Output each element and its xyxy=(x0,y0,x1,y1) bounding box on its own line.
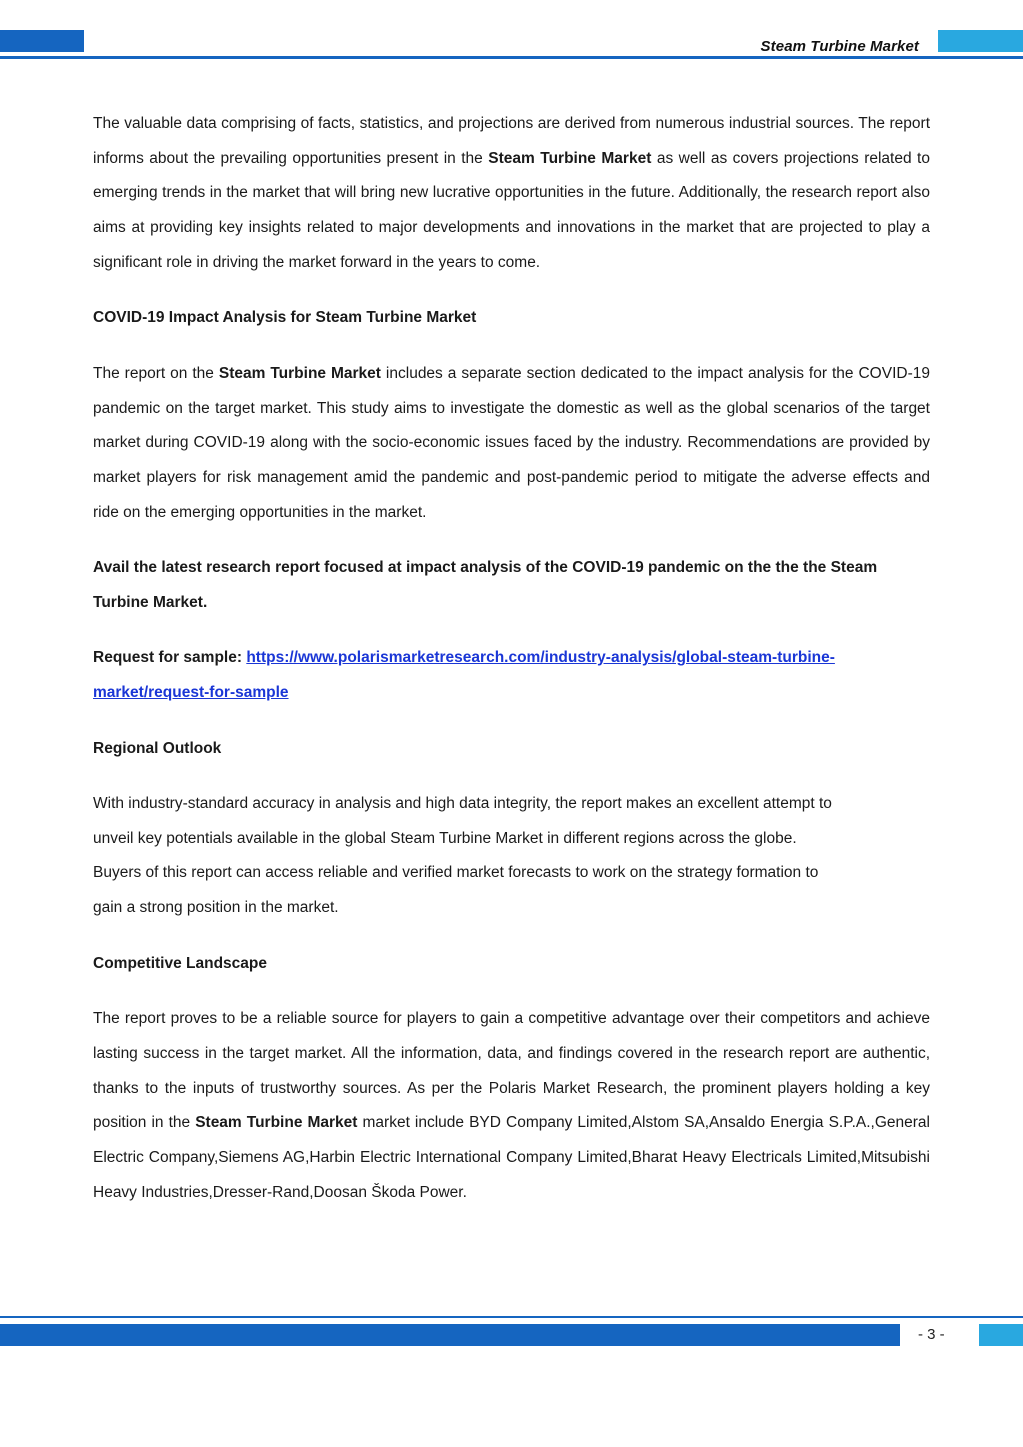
competitive-text-2: market include BYD Company Limited,Alstom SA,Ansaldo Energia S.P.A.,General Electric Company,Siemens AG,Harbin Electric International Company Limited,Bharat Heavy Electricals Limited,Mitsubishi Heavy Industries,Dresser-Rand,Doosan Škoda Power. xyxy=(93,1114,930,1201)
request-label: Request for sample: xyxy=(93,649,247,667)
competitive-paragraph xyxy=(93,1002,930,1210)
request-sample xyxy=(93,641,930,710)
regional-line: gain a strong position in the market. xyxy=(93,899,339,917)
header-accent-right xyxy=(938,30,1023,52)
intro-paragraph xyxy=(93,107,930,281)
covid-paragraph xyxy=(93,357,930,531)
header-title: Steam Turbine Market xyxy=(760,38,919,55)
regional-line: unveil key potentials available in the global Steam Turbine Market in different regions across the globe. xyxy=(93,829,797,847)
regional-paragraph xyxy=(93,787,930,926)
intro-market-name: Steam Turbine Market xyxy=(488,149,652,167)
competitive-text-1: The report proves to be a reliable source for players to gain a competitive advantage over their competitors and achieve lasting success in the target market. All the information, data, and findings covered in the research report are authentic, thanks to the inputs of trustworthy sources. As per the Polaris Market Research, the prominent players holding a key position in the xyxy=(93,1010,930,1132)
footer-rule xyxy=(0,1316,1023,1318)
regional-line: With industry-standard accuracy in analysis and high data integrity, the report makes an excellent attempt to xyxy=(93,795,832,813)
covid-heading: COVID-19 Impact Analysis for Steam Turbine Market xyxy=(93,309,477,327)
request-sample-link[interactable]: https://www.polarismarketresearch.com/industry-analysis/global-steam-turbine-market/request-for-sample xyxy=(93,649,835,702)
intro-text-1: The valuable data comprising of facts, statistics, and projections are derived from numerous industrial sources. The report informs about the prevailing opportunities present in the xyxy=(93,115,930,167)
page-number: - 3 - xyxy=(918,1326,945,1343)
regional-heading: Regional Outlook xyxy=(93,739,222,757)
competitive-market-name: Steam Turbine Market xyxy=(195,1114,358,1132)
avail-callout: Avail the latest research report focused at impact analysis of the COVID-19 pandemic on the the the Steam Turbine Market. xyxy=(93,559,878,611)
competitive-heading: Competitive Landscape xyxy=(93,954,267,972)
regional-line: Buyers of this report can access reliable and verified market forecasts to work on the strategy formation to xyxy=(93,864,819,882)
footer-accent-right xyxy=(979,1324,1023,1346)
header-rule xyxy=(0,56,1023,59)
document-body xyxy=(93,107,930,1210)
covid-market-name: Steam Turbine Market xyxy=(218,364,381,382)
covid-text-1: The report on the xyxy=(93,364,219,382)
intro-text-2: as well as covers projections related to emerging trends in the market that will bring new lucrative opportunities in the future. Additionally, the research report also aims at providing key insights related to major developments and innovations in the market that are projected to play a significant role in driving the market forward in the years to come. xyxy=(93,149,930,271)
footer-bar xyxy=(0,1324,900,1346)
covid-text-2: includes a separate section dedicated to the impact analysis for the COVID-19 pandemic on the target market. This study aims to investigate the domestic as well as the global scenarios of the target market during COVID-19 along with the socio-economic issues faced by the industry. Recommendations are provided by market players for risk management amid the pandemic and post-pandemic period to mitigate the adverse effects and ride on the emerging opportunities in the market. xyxy=(93,364,930,521)
header-accent-left xyxy=(0,30,84,52)
